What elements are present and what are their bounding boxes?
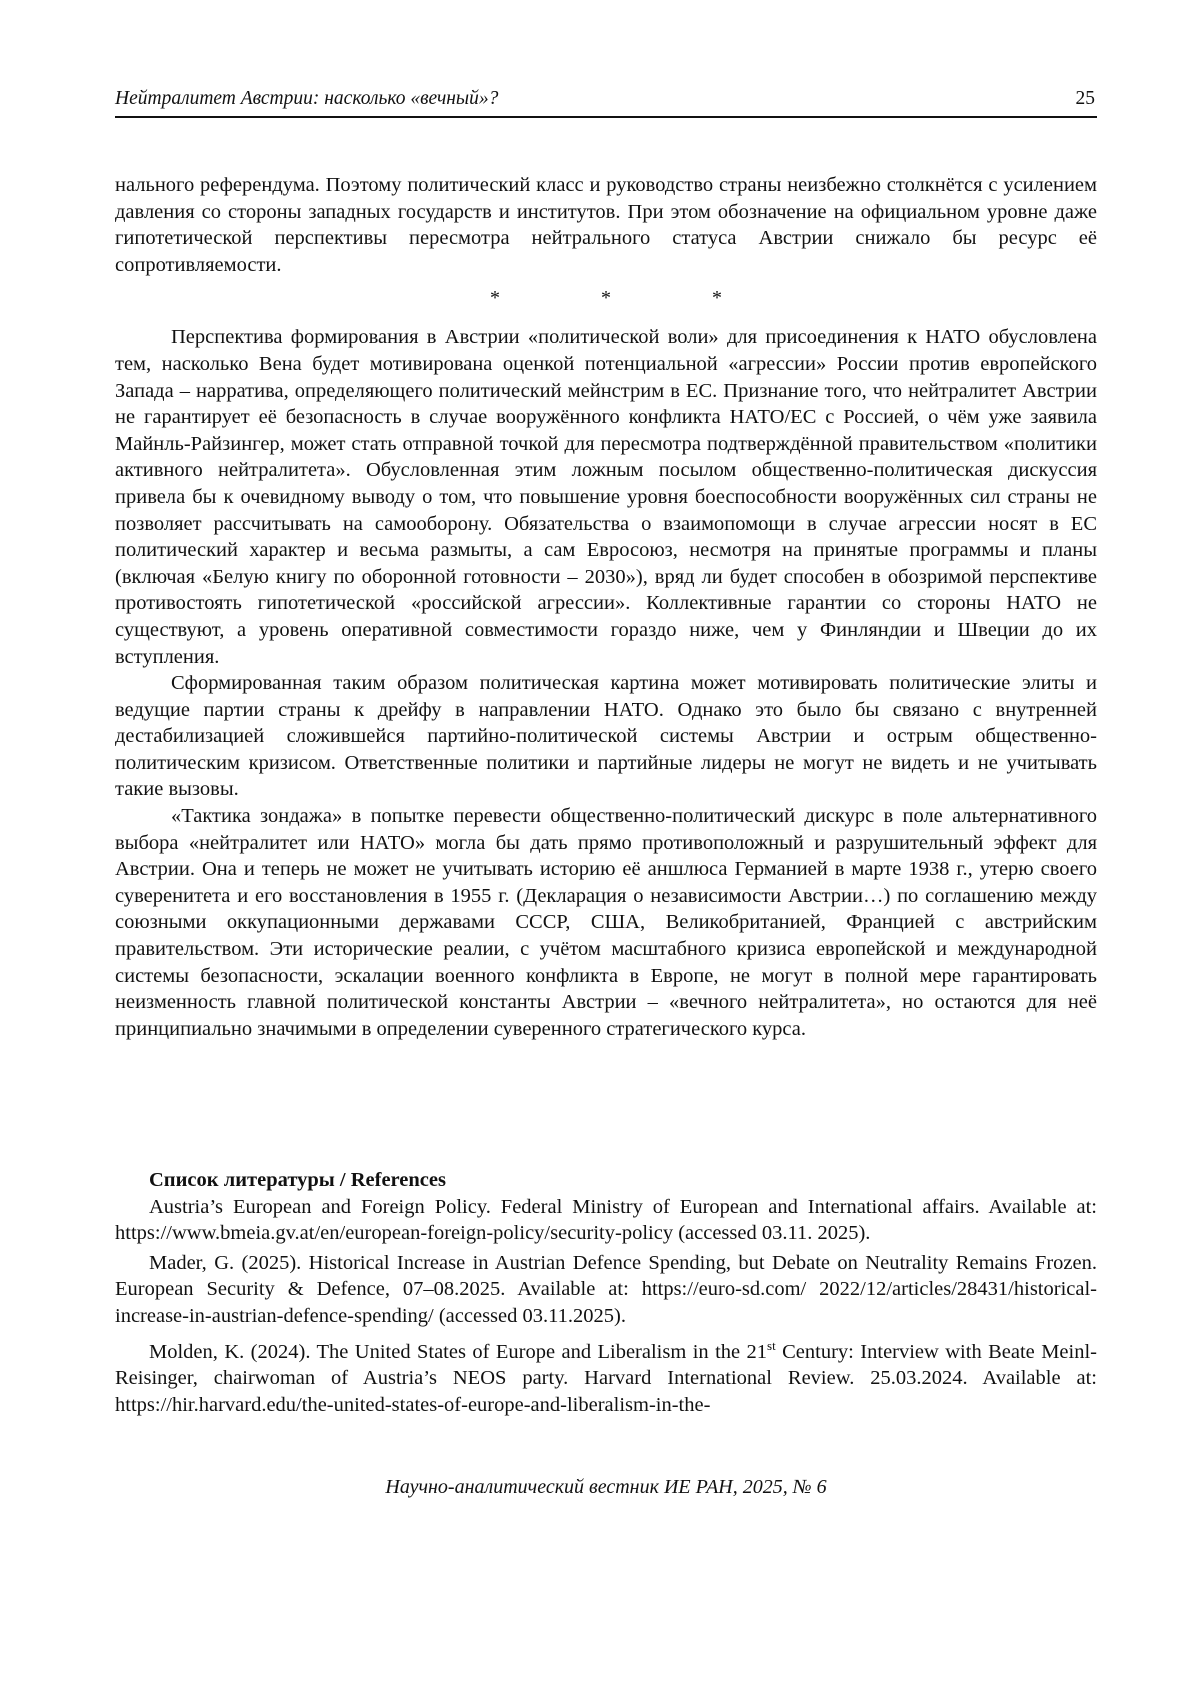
references-heading: Список литературы / References [149, 1169, 446, 1191]
running-header [115, 86, 1097, 118]
reference-item: Mader, G. (2025). Historical Increase in Austrian Defence Spending, but Debate on Neutrality Remains Frozen. European Security & Defence, 07–08.2025. Available at: https://euro-sd.com/ 2022/12/articles/28431/historical-increase-in-austrian-defence-spending/ (accessed 03.11.2025). [115, 1251, 1097, 1327]
paragraph: «Тактика зондажа» в попытке перевести общественно-политический дискурс в поле альтернативного выбора «нейтралитет или НАТО» могла бы дать прямо противоположный и разрушительный эффект для Австрии. Она и теперь не может не учитывать историю её аншлюса Германией в марте 1938 г., утерю своего суверенитета и его восстановления в 1955 г. (Декларация о независимости Австрии…) по соглашению между союзными оккупационными державами СССР, США, Великобританией, Францией с австрийским правительством. Эти исторические реалии, с учётом масштабного кризиса европейской и международной системы безопасности, эскалации военного конфликта в Европе, не могут в полной мере гарантировать неизменность главной политической константы Австрии – «вечного нейтралитета», но остаются для неё принципиально значимыми в определении суверенного стратегического курса. [115, 805, 1097, 1040]
paragraph: Перспектива формирования в Австрии «политической воли» для присоединения к НАТО обусловлена тем, насколько Вена будет мотивирована оценкой потенциальной «агрессии» России против европейского Запада – нарратива, определяющего политический мейнстрим в ЕС. Признание того, что нейтралитет Австрии не гарантирует её безопасность в случае вооружённого конфликта НАТО/ЕС с Россией, о чём уже заявила Майнль-Райзингер, может стать отправной точкой для пересмотра подтверждённой правительством «политики активного нейтралитета». Обусловленная этим ложным посылом общественно-политическая дискуссия привела бы к очевидному выводу о том, что повышение уровня боеспособности вооружённых сил страны не позволяет рассчитывать на самооборону. Обязательства о взаимопомощи в случае агрессии носят в ЕС политический характер и весьма размыты, а сам Евросоюз, несмотря на принятые программы и планы (включая «Белую книгу по оборонной готовности – 2030»), вряд ли будет способен в обозримой перспективе противостоять гипотетической «российской агрессии». Коллективные гарантии со стороны НАТО не существуют, а уровень оперативной совместимости гораздо ниже, чем у Финляндии и Швеции до их вступления. [115, 326, 1097, 668]
journal-footer: Научно-аналитический вестник ИЕ РАН, 2025, № 6 [385, 1476, 827, 1498]
reference-text: Molden, K. (2024). The United States of Europe and Liberalism in the 21 [149, 1340, 768, 1363]
paragraph: Сформированная таким образом политическая картина может мотивировать политические элиты и ведущие партии страны к дрейфу в направлении НАТО. Однако это было бы связано с внутренней дестабилизацией сложившейся партийно-политической системы Австрии и острым общественно-политическим кризисом. Ответственные политики и партийные лидеры не могут не видеть и не учитывать такие вызовы. [115, 672, 1097, 801]
reference-text: Century: Interview with Beate Meinl-Reisinger, chairwoman of Austria’s NEOS party. Harvard International Review. 25.03.2024. Available at: https://hir.harvard.edu/the-united-states-of-europe-and-liberalism-in-the- [115, 1340, 1097, 1416]
running-title: Нейтралитет Австрии: насколько «вечный»? [115, 88, 499, 109]
paragraph-continued: нального референдума. Поэтому политический класс и руководство страны неизбежно столкнётся с усилением давления со стороны западных государств и институтов. При этом обозначение на официальном уровне даже гипотетической перспективы пересмотра нейтрального статуса Австрии снижало бы ресурс её сопротивляемости. [115, 174, 1097, 276]
page-number: 25 [1075, 88, 1095, 109]
section-separator: * * * [490, 287, 770, 310]
references-section [115, 1167, 1097, 1418]
reference-item [115, 1333, 1097, 1419]
reference-item: Austria’s European and Foreign Policy. Federal Ministry of European and International affairs. Available at: https://www.bmeia.gv.at/en/european-foreign-policy/security-policy (accessed 03.11. 2025). [115, 1195, 1097, 1245]
article-body [115, 172, 1097, 1042]
superscript: st [767, 1337, 776, 1353]
